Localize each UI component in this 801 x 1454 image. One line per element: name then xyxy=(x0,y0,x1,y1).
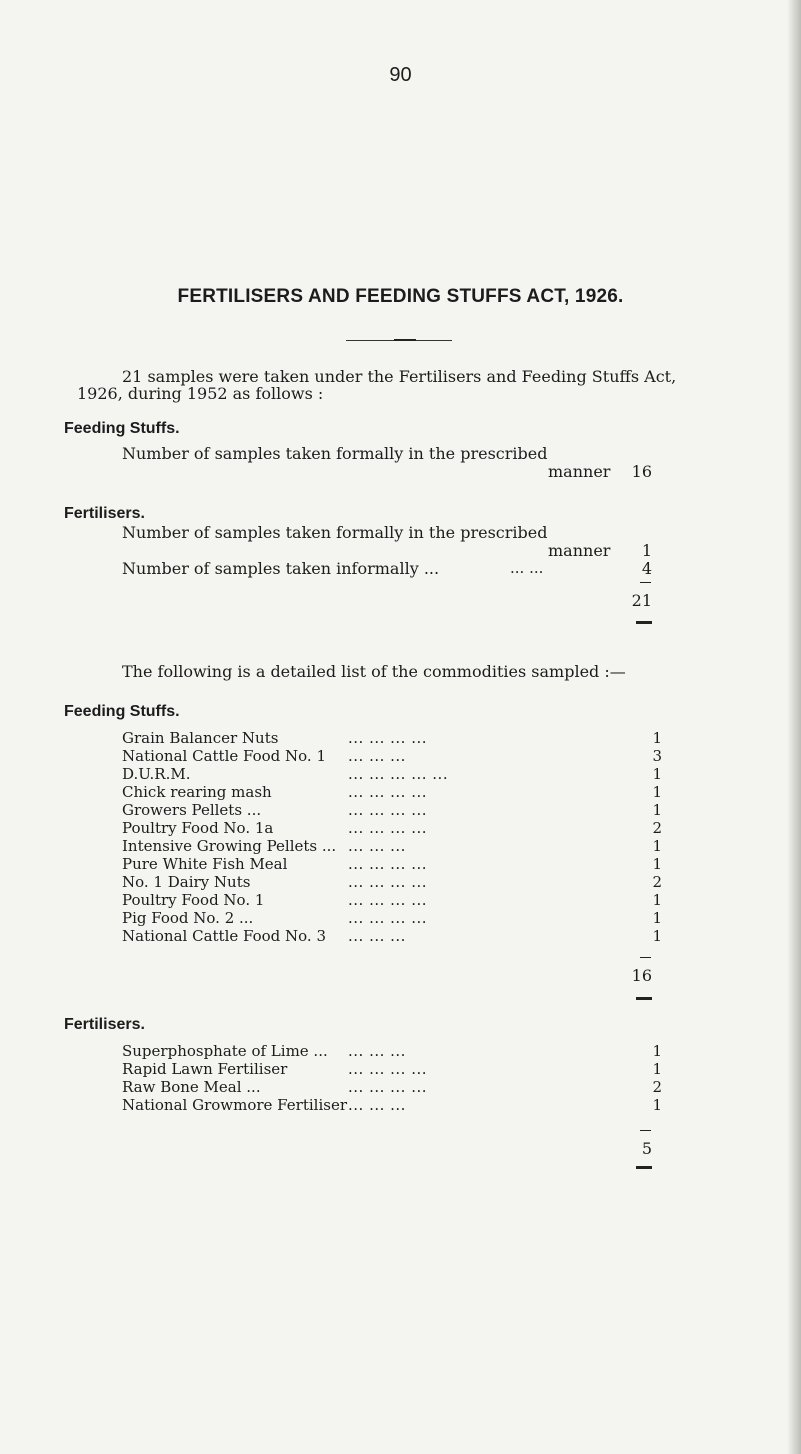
list-item-label: Pure White Fish Meal xyxy=(122,855,288,873)
list-item-label: National Growmore Fertiliser xyxy=(122,1096,347,1114)
list-item-label: Grain Balancer Nuts xyxy=(122,729,279,747)
list-item-leader: ... ... ... xyxy=(348,837,406,855)
list-item-label: Growers Pellets ... xyxy=(122,801,262,819)
page-number: 90 xyxy=(389,64,412,86)
page-title: FERTILISERS AND FEEDING STUFFS ACT, 1926. xyxy=(177,286,624,307)
summary-fert-heading: Fertilisers. xyxy=(64,505,145,522)
list-item-leader: ... ... ... ... xyxy=(348,801,428,819)
list-item xyxy=(122,819,662,837)
summary-fert-informal-value: 4 xyxy=(641,559,652,578)
list-item-leader: ... ... ... xyxy=(348,1096,406,1114)
list-item-value: 1 xyxy=(652,909,662,927)
list-item-value: 1 xyxy=(652,855,662,873)
fertiliser-list-heading: Fertilisers. xyxy=(64,1016,145,1033)
list-item-leader: ... ... ... xyxy=(348,1042,406,1060)
list-item-leader: ... ... ... ... xyxy=(348,1078,428,1096)
list-item-value: 1 xyxy=(652,1096,662,1114)
list-item xyxy=(122,855,662,873)
list-item-value: 2 xyxy=(652,873,662,891)
summary-fert-informal-leader: ... ... xyxy=(510,559,544,577)
list-item-value: 1 xyxy=(652,891,662,909)
list-item xyxy=(122,783,662,801)
list-item-leader: ... ... ... ... xyxy=(348,891,428,909)
list-item-value: 3 xyxy=(652,747,662,765)
list-item-leader: ... ... ... ... xyxy=(348,873,428,891)
fertiliser-total-double-rule xyxy=(636,1166,652,1169)
intro-line-2: 1926, during 1952 as follows : xyxy=(77,384,324,403)
list-item-label: D.U.R.M. xyxy=(122,765,191,783)
list-item-value: 1 xyxy=(652,1042,662,1060)
list-item-value: 1 xyxy=(652,1060,662,1078)
list-item-leader: ... ... ... ... xyxy=(348,855,428,873)
summary-total-rule xyxy=(640,582,651,583)
summary-fert-formal-value: 1 xyxy=(641,541,652,560)
list-item xyxy=(122,1060,662,1078)
title-divider xyxy=(346,340,452,341)
list-item xyxy=(122,1096,662,1114)
list-item xyxy=(122,1042,662,1060)
list-item-value: 1 xyxy=(652,801,662,819)
list-item-leader: ... ... ... xyxy=(348,747,406,765)
summary-feeding-line-2: manner xyxy=(548,462,611,481)
list-item-label: National Cattle Food No. 3 xyxy=(122,927,327,945)
list-item xyxy=(122,1078,662,1096)
list-item-label: Chick rearing mash xyxy=(122,783,272,801)
list-item-leader: ... ... ... ... xyxy=(348,909,428,927)
summary-feeding-line-1: Number of samples taken formally in the prescribed xyxy=(122,444,548,463)
summary-feeding-value: 16 xyxy=(631,462,652,481)
list-item-label: Pig Food No. 2 ... xyxy=(122,909,254,927)
page-edge-shadow xyxy=(787,0,801,1454)
summary-fert-line-1: Number of samples taken formally in the prescribed xyxy=(122,523,548,542)
list-item-value: 1 xyxy=(652,927,662,945)
summary-fert-informal-label: Number of samples taken informally ... xyxy=(122,559,440,578)
list-item-label: Raw Bone Meal ... xyxy=(122,1078,261,1096)
list-item xyxy=(122,747,662,765)
feeding-list-heading: Feeding Stuffs. xyxy=(64,703,180,720)
list-item xyxy=(122,801,662,819)
list-item-value: 2 xyxy=(652,819,662,837)
list-item-label: Poultry Food No. 1 xyxy=(122,891,265,909)
summary-feeding-heading: Feeding Stuffs. xyxy=(64,420,180,437)
list-item-leader: ... ... ... ... ... xyxy=(348,765,449,783)
list-item xyxy=(122,891,662,909)
list-item-value: 2 xyxy=(652,1078,662,1096)
summary-total: 21 xyxy=(631,591,652,610)
list-item-leader: ... ... ... ... xyxy=(348,729,428,747)
list-item-label: Poultry Food No. 1a xyxy=(122,819,274,837)
list-item-value: 1 xyxy=(652,783,662,801)
feeding-total-double-rule xyxy=(636,997,652,1000)
list-item-label: Rapid Lawn Fertiliser xyxy=(122,1060,288,1078)
feeding-total-rule xyxy=(640,957,651,958)
list-item xyxy=(122,837,662,855)
list-item-label: No. 1 Dairy Nuts xyxy=(122,873,251,891)
list-item xyxy=(122,927,662,945)
list-item-label: Superphosphate of Lime ... xyxy=(122,1042,328,1060)
detail-intro: The following is a detailed list of the commodities sampled :— xyxy=(122,662,626,681)
summary-fert-line-2: manner xyxy=(548,541,611,560)
list-item-leader: ... ... ... xyxy=(348,927,406,945)
list-item xyxy=(122,873,662,891)
list-item-leader: ... ... ... ... xyxy=(348,783,428,801)
list-item-value: 1 xyxy=(652,837,662,855)
list-item xyxy=(122,729,662,747)
feeding-total: 16 xyxy=(631,966,652,985)
list-item-value: 1 xyxy=(652,729,662,747)
list-item-label: National Cattle Food No. 1 xyxy=(122,747,327,765)
intro-line-1: 21 samples were taken under the Fertilisers and Feeding Stuffs Act, xyxy=(122,367,677,386)
summary-total-double-rule xyxy=(636,621,652,624)
fertiliser-total: 5 xyxy=(641,1139,652,1158)
fertiliser-total-rule xyxy=(640,1130,651,1131)
list-item-leader: ... ... ... ... xyxy=(348,1060,428,1078)
list-item-leader: ... ... ... ... xyxy=(348,819,428,837)
list-item-label: Intensive Growing Pellets ... xyxy=(122,837,337,855)
list-item-value: 1 xyxy=(652,765,662,783)
list-item xyxy=(122,909,662,927)
list-item xyxy=(122,765,662,783)
